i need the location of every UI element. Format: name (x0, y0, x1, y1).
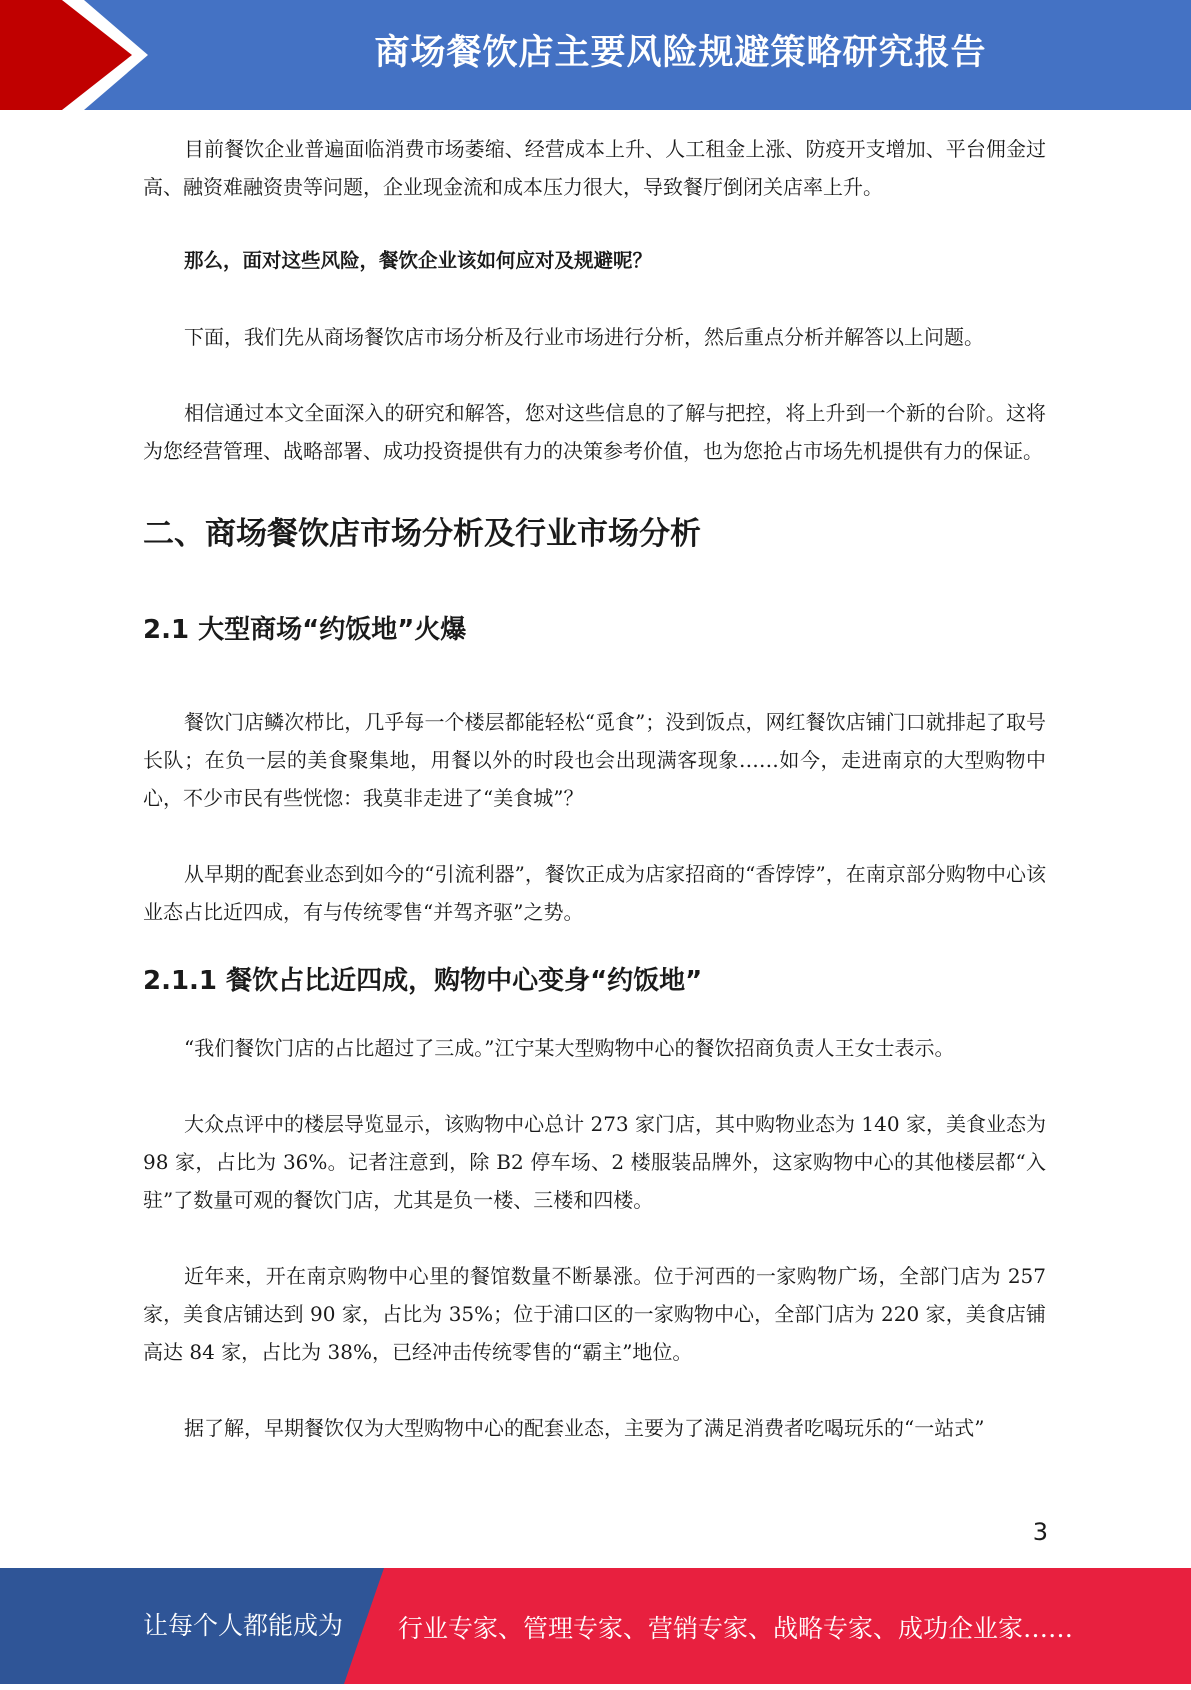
paragraph: 目前餐饮企业普遍面临消费市场萎缩、经营成本上升、人工租金上涨、防疫开支增加、平台佣金过高、融资难融资贵等问题，企业现金流和成本压力很大，导致餐厅倒闭关店率上升。 (143, 137, 1046, 199)
paragraph: 相信通过本文全面深入的研究和解答，您对这些信息的了解与把控，将上升到一个新的台阶。这将为您经营管理、战略部署、成功投资提供有力的决策参考价值，也为您抢占市场先机提供有力的保证。 (143, 401, 1046, 463)
paragraph: 近年来，开在南京购物中心里的餐馆数量不断暴涨。位于河西的一家购物广场，全部门店为 257 家，美食店铺达到 90 家，占比为 35%；位于浦口区的一家购物中心，全部门店为 220 家，美食店铺高达 84 家，占比为 38%，已经冲击传统零售的“霸主”地位。 (143, 1264, 1046, 1364)
paragraph: 据了解，早期餐饮仅为大型购物中心的配套业态，主要为了满足消费者吃喝玩乐的“一站式” (184, 1416, 985, 1440)
question-paragraph: 那么，面对这些风险，餐饮企业该如何应对及规避呢？ (184, 249, 653, 272)
paragraph: 餐饮门店鳞次栉比，几乎每一个楼层都能轻松“觅食”；没到饭点，网红餐饮店铺门口就排起了取号长队；在负一层的美食聚集地，用餐以外的时段也会出现满客现象……如今，走进南京的大型购物中心，不少市民有些恍惚：我莫非走进了“美食城”？ (143, 710, 1046, 810)
document-title: 商场餐饮店主要风险规避策略研究报告 (374, 33, 987, 73)
page-content (143, 130, 1046, 1447)
paragraph: 下面，我们先从商场餐饮店市场分析及行业市场进行分析，然后重点分析并解答以上问题。 (184, 325, 984, 349)
paragraph: 大众点评中的楼层导览显示，该购物中心总计 273 家门店，其中购物业态为 140 家，美食业态为 98 家，占比为 36%。记者注意到，除 B2 停车场、2 楼服装品牌外，这家购物中心的其他楼层都“入驻”了数量可观的餐饮门店，尤其是负一楼、三楼和四楼。 (143, 1112, 1046, 1212)
subsubsection-heading: 2.1.1 餐饮占比近四成，购物中心变身“约饭地” (143, 966, 703, 996)
paragraph: 从早期的配套业态到如今的“引流利器”，餐饮正成为店家招商的“香饽饽”，在南京部分购物中心该业态占比近四成，有与传统零售“并驾齐驱”之势。 (143, 862, 1046, 924)
footer-slogan-left: 让每个人都能成为 (143, 1611, 344, 1640)
page-header (0, 0, 1191, 110)
page-number: 3 (1032, 1518, 1048, 1546)
footer-slogan-right: 行业专家、管理专家、营销专家、战略专家、成功企业家…… (398, 1614, 1074, 1643)
section-heading: 二、商场餐饮店市场分析及行业市场分析 (143, 516, 701, 552)
subsection-heading: 2.1 大型商场“约饭地”火爆 (143, 615, 467, 645)
paragraph: “我们餐饮门店的占比超过了三成。”江宁某大型购物中心的餐饮招商负责人王女士表示。 (184, 1036, 955, 1060)
page-footer (0, 1568, 1191, 1684)
